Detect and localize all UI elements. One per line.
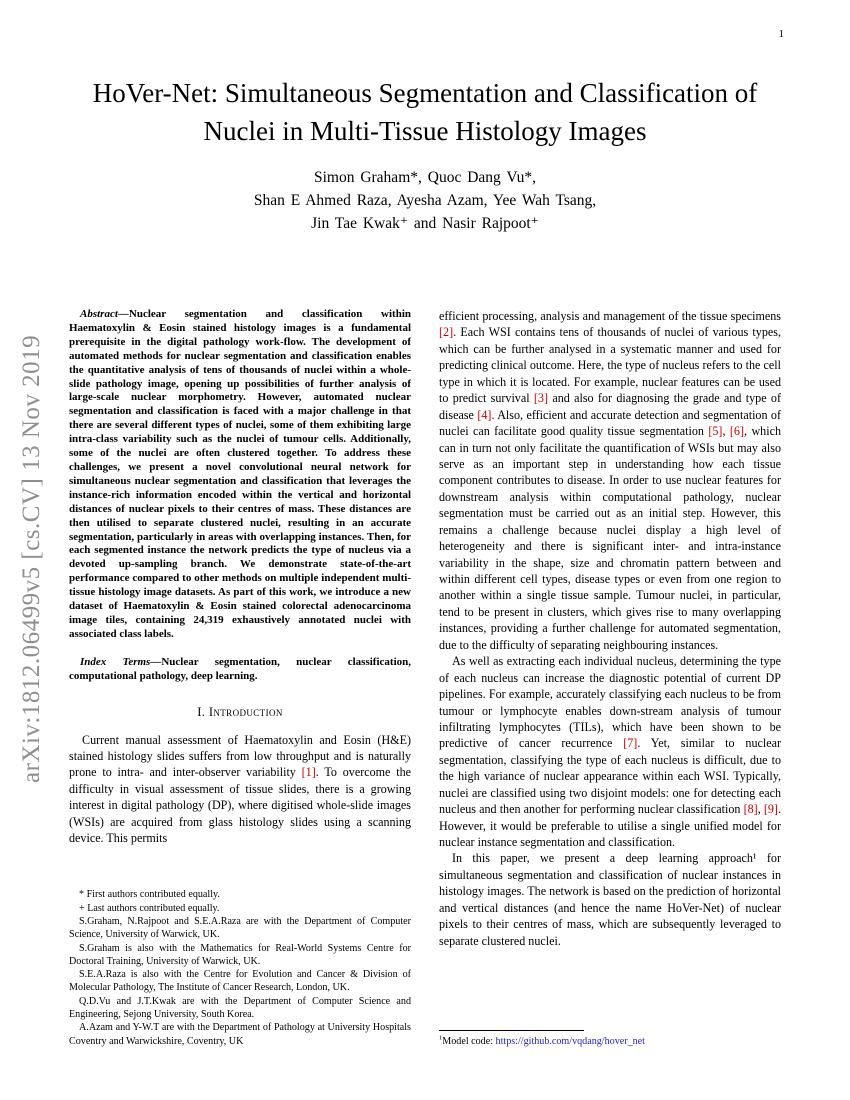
abstract	[69, 308, 411, 642]
footnote-rule	[439, 1030, 584, 1031]
body-paragraph-1: efficient processing, analysis and management of the tissue specimens [2]. Each WSI contains tens of thousands of nuclei of various types, which can be further analysed in a systematic manner and used for predicting clinical outcome. Here, the type of nucleus refers to the cell type in which it is located. For example, nuclear features can be used to predict survival [3] and also for diagnosing the grade and type of disease [4]. Also, efficient and accurate detection and segmentation of nuclei can facilitate good quality tissue segmentation [5], [6], which can in turn not only facilitate the quantification of WSIs but may also serve as an important step in understanding how each tissue component contributes to disease. In order to use nuclear features for downstream analysis within computational pathology, nuclear segmentation must be carried out as an initial step. However, this remains a challenge because nuclei display a high level of heterogeneity and there is significant inter- and intra-instance variability in the shape, size and chromatin pattern between and within different cell types, disease types or even from one region to another within a single tissue sample. Tumour nuclei, in particular, tend to be present in clusters, which gives rise to many overlapping instances, providing a further challenge for automated segmentation, due to the difficulty of separating neighbouring instances.	[439, 309, 781, 652]
footnote-marker: 1	[439, 1034, 443, 1042]
footnote-affiliation-5: A.Azam and Y-W.T are with the Department of Pathology at University Hospitals Coventry and Warwickshire, Coventry, UK	[69, 1022, 411, 1047]
arxiv-watermark: arXiv:1812.06499v5 [cs.CV] 13 Nov 2019	[18, 334, 45, 784]
two-column-body	[69, 308, 781, 1048]
body-paragraph-3: In this paper, we present a deep learning approach¹ for simultaneous segmentation and classification of nuclear instances in histology images. The network is based on the prediction of horizontal and vertical distances (and hence the name HoVer-Net) of nuclear pixels to their centres of mass, which are subsequently leveraged to separate clustered nuclei.	[439, 851, 781, 948]
intro-paragraph: Current manual assessment of Haematoxylin and Eosin (H&E) stained histology slides suffers from low throughput and is naturally prone to intra- and inter-observer variability [1]. To overcome the difficulty in visual assessment of tissue slides, there is a growing interest in digital pathology (DP), where digitised whole-slide images (WSIs) are acquired from glass histology slides using a scanning device. This permits	[69, 732, 411, 846]
index-terms-label: Index Terms—	[80, 655, 162, 668]
author-line-1: Simon Graham*, Quoc Dang Vu*,	[313, 168, 537, 186]
abstract-label: Abstract—	[80, 308, 129, 320]
footnote-equal-last: + Last authors contributed equally.	[79, 902, 220, 914]
author-line-2: Shan E Ahmed Raza, Ayesha Azam, Yee Wah Tsang,	[253, 191, 597, 209]
abstract-text: Nuclear segmentation and classification within Haematoxylin & Eosin stained histology images is a fundamental prerequisite in the digital pathology work-flow. The development of automated methods for nuclear segmentation and classification enables the quantitative analysis of tens of thousands of nuclei within a whole-slide pathology image, opening up possibilities of further analysis of large-scale nuclear morphometry. However, automated nuclear segmentation and classification is faced with a major challenge in that there are several different types of nuclei, some of them exhibiting large intra-class variability such as the nuclei of tumour cells. Additionally, some of the nuclei are often clustered together. To address these challenges, we present a novel convolutional neural network for simultaneous nuclear segmentation and classification that leverages the instance-rich information encoded within the vertical and horizontal distances of nuclear pixels to their centres of mass. These distances are then utilised to separate clustered nuclei, resulting in an accurate segmentation, particularly in areas with overlapping instances. Then, for each segmented instance the network predicts the type of nucleus via a devoted up-sampling branch. We demonstrate state-of-the-art performance compared to other methods on multiple independent multi-tissue histology image datasets. As part of this work, we introduce a new dataset of Haematoxylin & Eosin stained colorectal adenocarcinoma image tiles, containing 24,319 exhaustively annotated nuclei with associated class labels.	[69, 308, 411, 640]
section-heading-introduction: I. Introduction	[197, 704, 283, 719]
footnote-equal-first: * First authors contributed equally.	[79, 889, 220, 901]
model-code-footnote	[439, 1026, 781, 1048]
body-paragraph-2: As well as extracting each individual nucleus, determining the type of each nucleus can increase the diagnostic potential of current DP pipelines. For example, accurately classifying each nucleus to be from tumour or lymphocyte enables down-stream analysis of tumour infiltrating lymphocytes (TILs), which have been shown to be predictive of cancer recurrence [7]. Yet, similar to nuclear segmentation, classifying the type of each nucleus is difficult, due to the high variance of nuclear appearance within each WSI. Typically, nuclei are classified using two disjoint models: one for detecting each nucleus and then another for performing nuclear classification [8], [9]. However, it would be preferable to utilise a single unified model for nuclear instance segmentation and classification.	[439, 654, 781, 849]
author-block	[0, 166, 850, 236]
index-terms	[69, 656, 411, 684]
model-code-footnote-text	[439, 1035, 781, 1048]
right-column	[439, 308, 781, 1048]
paper-title: HoVer-Net: Simultaneous Segmentation and Classification of Nuclei in Multi-Tissue Histology Images	[92, 78, 758, 147]
page-number: 1	[778, 28, 784, 40]
left-column	[69, 308, 411, 1048]
footnote-affiliation-2: S.Graham is also with the Mathematics for Real-World Systems Centre for Doctoral Training, University of Warwick, UK.	[69, 942, 411, 967]
footnote-affiliation-4: Q.D.Vu and J.T.Kwak are with the Department of Computer Science and Engineering, Sejong University, South Korea.	[69, 995, 411, 1021]
index-terms-text: Nuclear segmentation, nuclear classification, computational pathology, deep learning.	[69, 655, 411, 682]
author-line-3: Jin Tae Kwak⁺ and Nasir Rajpoot⁺	[311, 215, 539, 233]
footnote-affiliation-1: S.Graham, N.Rajpoot and S.E.A.Raza are with the Department of Computer Science, University of Warwick, UK.	[69, 915, 411, 941]
footnote-label: Model code:	[442, 1035, 496, 1047]
model-code-link[interactable]: https://github.com/vqdang/hover_net	[495, 1035, 645, 1047]
footnote-affiliation-3: S.E.A.Raza is also with the Centre for Evolution and Cancer & Division of Molecular Pathology, The Institute of Cancer Research, London, UK.	[69, 969, 411, 994]
author-footnotes	[69, 885, 411, 1048]
